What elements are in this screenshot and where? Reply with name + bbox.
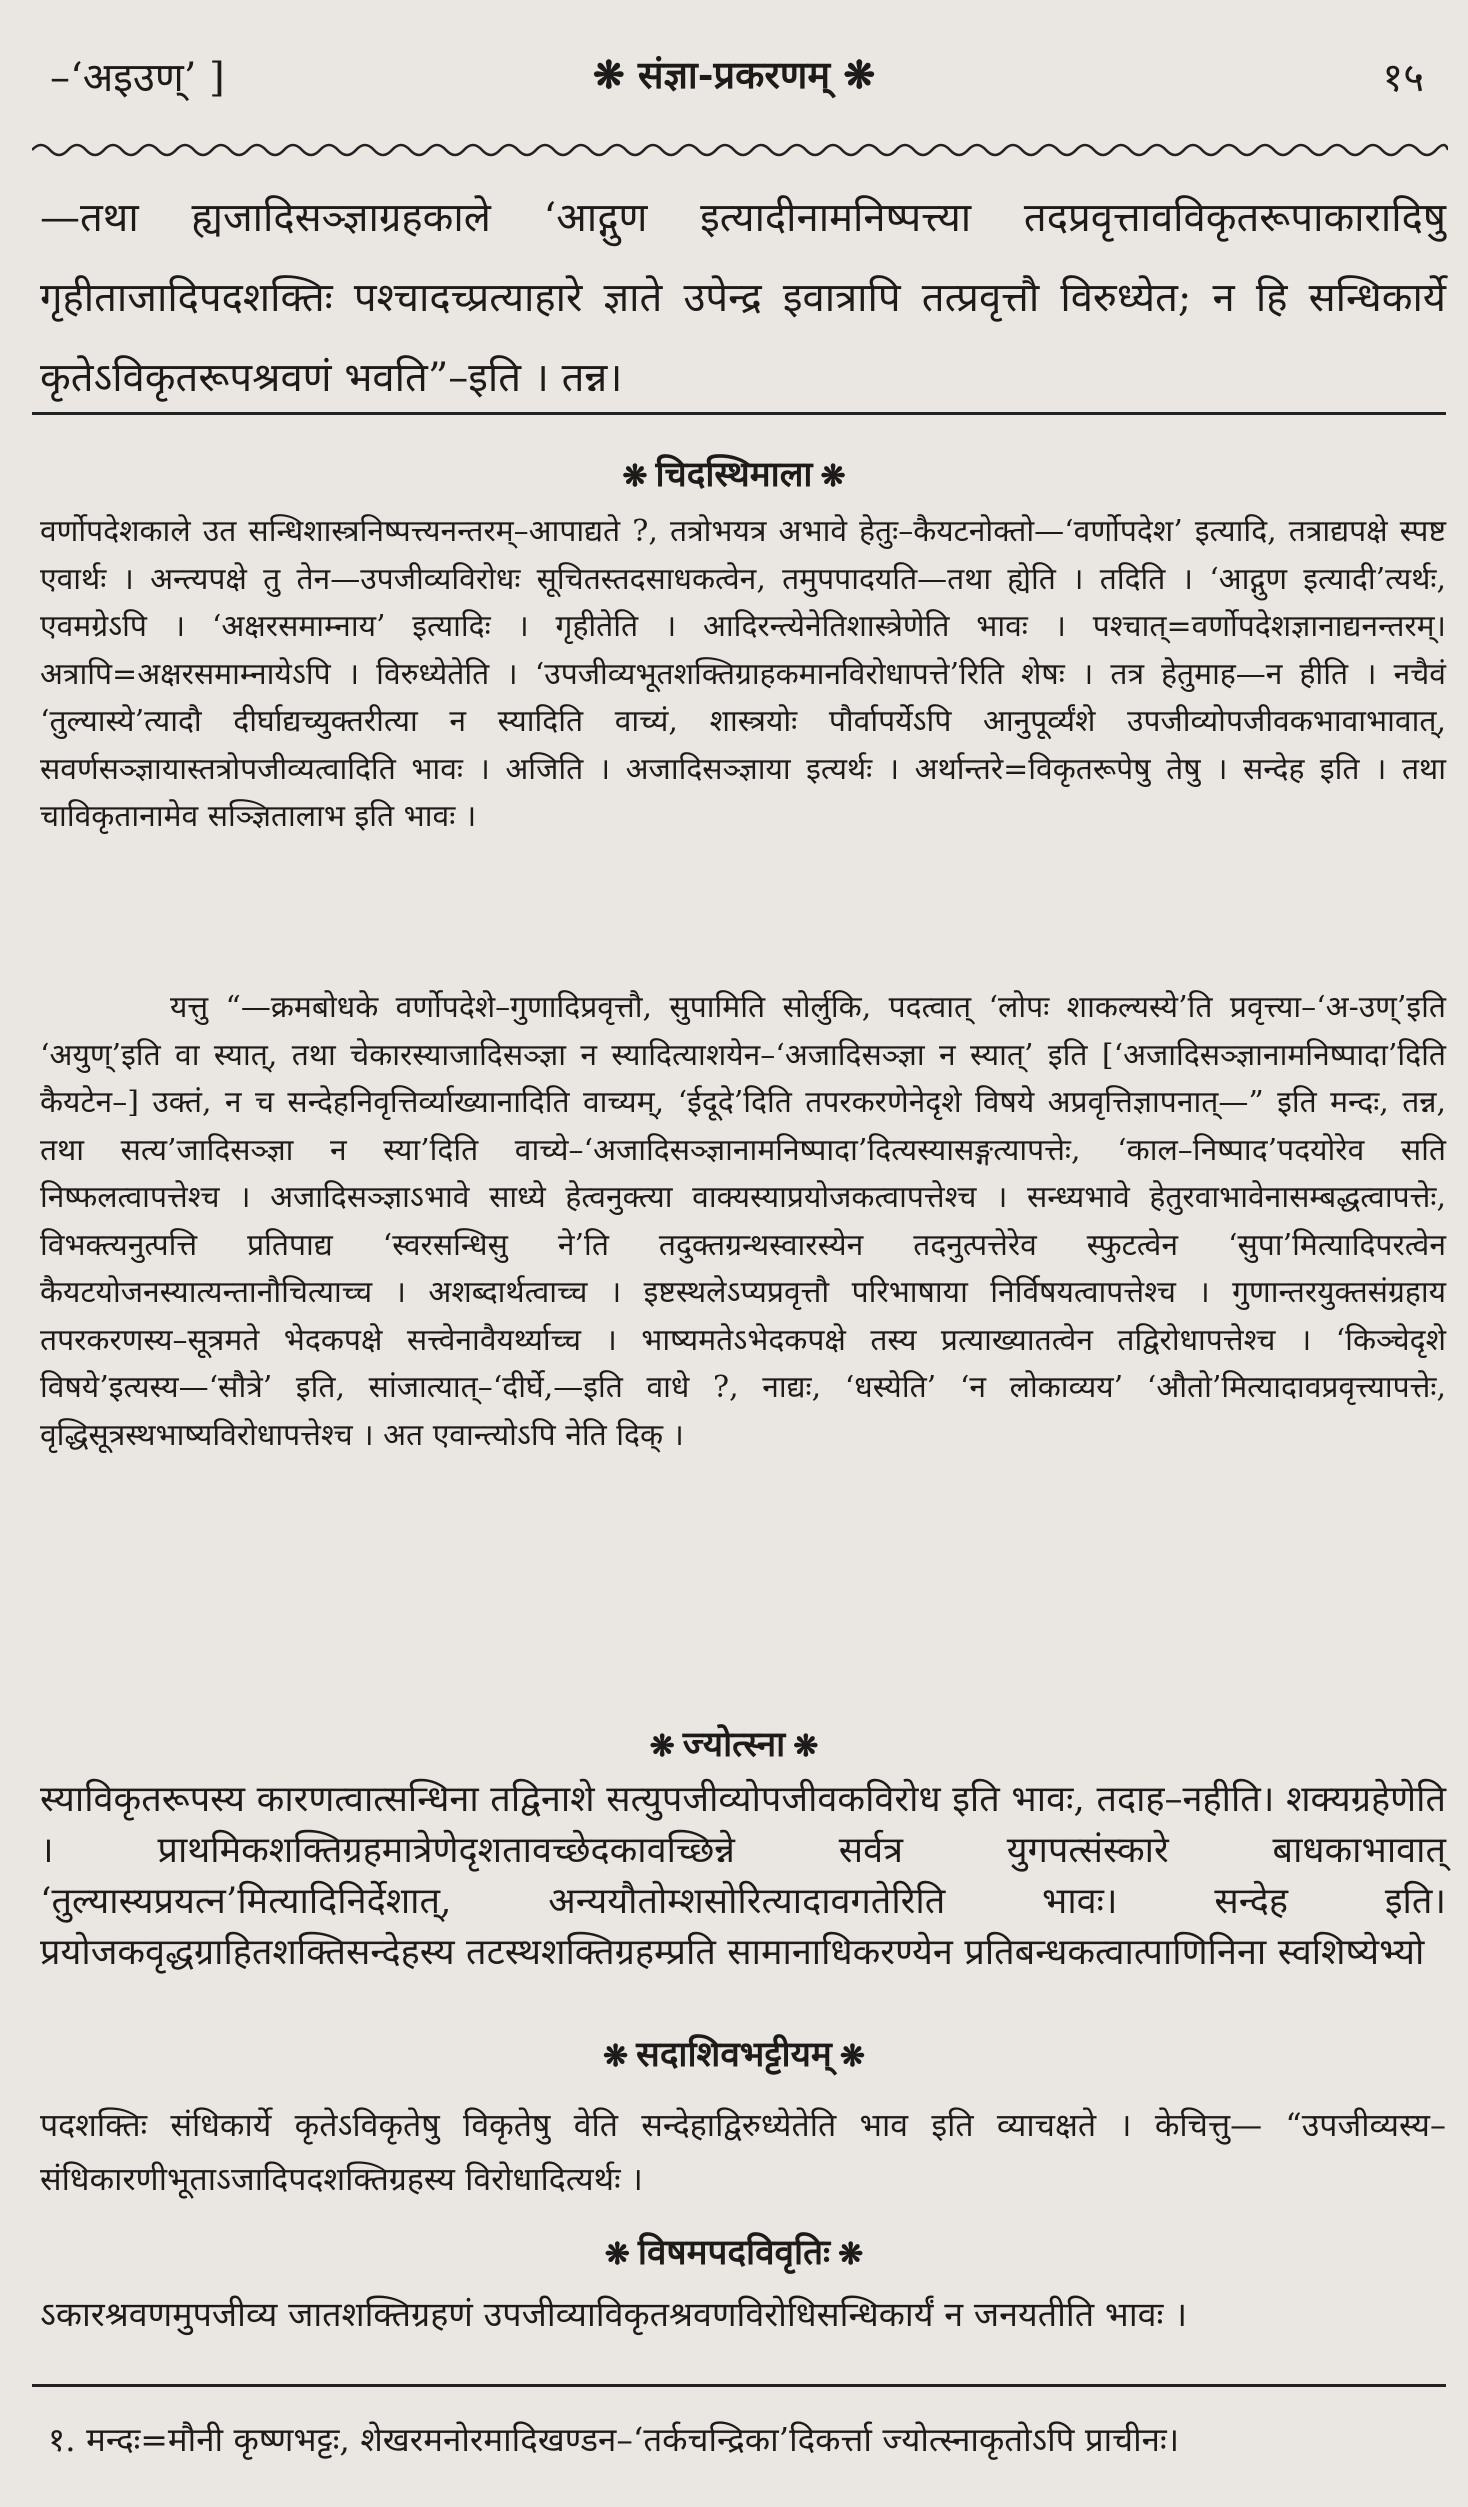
ornament-icon: ❋	[603, 2039, 629, 2074]
chidasthimala-text: वर्णोपदेशकाले उत सन्धिशास्त्रनिष्पत्त्यनन्तरम्–आपाद्यते ?, तत्रोभयत्र अभावे हेतुः–कैयटनोक्तो—‘वर्णोपदेश’ इत्यादि, तत्राद्यपक्षे स्पष्ट एवार्थः । अन्त्यपक्षे तु तेन—उपजीव्यविरोधः सूचितस्तदसाधकत्वेन, तमुपपादयति—तथा ह्येति । तदिति । ‘आद्गुण इत्यादी’त्यर्थः, एवमग्रेऽपि । ‘अक्षरसमाम्नाय’ इत्यादिः । गृहीतेति । आदिरन्त्येनेतिशास्त्रेणेति भावः । पश्चात्=वर्णोपदेशज्ञानाद्यनन्तरम्। अत्रापि=अक्षरसमाम्नायेऽपि । विरुध्येतेति । ‘उपजीव्यभूतशक्तिग्राहकमानविरोधापत्ते’रिति शेषः । तत्र हेतुमाह—न हीति । नचैवं ‘तुल्यास्ये’त्यादौ दीर्घाद्यच्युक्तरीत्या न स्यादिति वाच्यं, शास्त्रयोः पौर्वापर्येऽपि आनुपूर्व्यंशे उपजीव्योपजीवकभावाभावात्, सवर्णसञ्ज्ञायास्तत्रोपजीव्यत्वादिति भावः । अजिति । अजादिसञ्ज्ञाया इत्यर्थः । अर्थान्तरे=विकृतरूपेषु तेषु । सन्देह इति । तथा चाविकृतानामेव सञ्ज्ञितालाभ इति भावः ।	[40, 514, 1446, 834]
ornament-icon: ❋	[592, 52, 638, 97]
page-number: १५	[1382, 55, 1424, 101]
section-rule	[32, 412, 1446, 415]
heading-jyotsna: ज्योत्स्ना	[682, 1724, 786, 1765]
ornament-icon: ❋	[838, 2237, 864, 2272]
vishamapada-text: ऽकारश्रवणमुपजीव्य जातशक्तिग्रहणं उपजीव्याविकृतश्रवणविरोधिसन्धिकार्यं न जनयतीति भावः ।	[40, 2295, 1188, 2335]
chidasthimala-text-2: यत्तु “—क्रमबोधके वर्णोपदेशे–गुणादिप्रवृत्तौ, सुपामिति सोर्लुकि, पदत्वात् ‘लोपः शाकल्यस्ये’ति प्रवृत्त्या–‘अ-उण्’इति ‘अयुण्’इति वा स्यात्, तथा चेकारस्याजादिसञ्ज्ञा न स्यादित्याशयेन–‘अजादिसञ्ज्ञा न स्यात्’ इति [‘अजादिसञ्ज्ञानामनिष्पादा’दिति कैयटेन–] उक्तं, न च सन्देहनिवृत्तिर्व्याख्यानादिति वाच्यम्, ‘ईदूदे’दिति तपरकरणेनेदृशे विषये अप्रवृत्तिज्ञापनात्—” इति मन्दः, तन्न, तथा सत्य’जादिसञ्ज्ञा न स्या’दिति वाच्ये–‘अजादिसञ्ज्ञानामनिष्पादा’दित्यस्यासङ्गत्यापत्तेः, ‘काल–निष्पाद’पदयोरेव सति निष्फलत्वापत्तेश्च । अजादिसञ्ज्ञाऽभावे साध्ये हेत्वनुक्त्या वाक्यस्याप्रयोजकत्वापत्तेश्च । सन्ध्यभावे हेतुरवाभावेनासम्बद्धत्वापत्तेः, विभक्त्यनुत्पत्ति प्रतिपाद्य ‘स्वरसन्धिसु ने’ति तदुक्तग्रन्थस्वारस्येन तदनुत्पत्तेरेव स्फुटत्वेन ‘सुपा’मित्यादिपरत्वेन कैयटयोजनस्यात्यन्तानौचित्याच्च । अशब्दार्थत्वाच्च । इष्टस्थलेऽप्यप्रवृत्तौ परिभाषाया निर्विषयत्वापत्तेश्च । गुणान्तरयुक्तसंग्रहाय तपरकरणस्य–सूत्रमते भेदकपक्षे सत्त्वेनावैयर्थ्याच्च । भाष्यमतेऽभेदकपक्षे तस्य प्रत्याख्यातत्वेन तद्विरोधापत्तेश्च । ‘किञ्चेदृशे विषये’इत्यस्य—‘सौत्रे’ इति, सांजात्यात्–‘दीर्घे,—इति वाधे ?, नाद्यः, ‘धस्येति’ ‘न लोकाव्यय’ ‘औतो’मित्यादावप्रवृत्त्यापत्तेः, वृद्धिसूत्रस्थभाष्यविरोधापत्तेश्च । अत एवान्त्योऽपि नेति दिक् ।	[40, 990, 1446, 1453]
footnote-rule	[32, 2384, 1446, 2387]
ornament-icon: ❋	[820, 459, 846, 494]
sadashiva-text: पदशक्तिः संधिकार्ये कृतेऽविकृतेषु विकृतेषु वेति सन्देहाद्विरुध्येतेति भाव इति व्याचक्षते । केचित्तु— “उपजीव्यस्य–संधिकारणीभूताऽजादिपदशक्तिग्रहस्य विरोधादित्यर्थः ।	[40, 2106, 1446, 2198]
running-head	[32, 40, 1436, 100]
footnote: १. मन्दः=मौनी कृष्णभट्टः, शेखरमनोरमादिखण्डन–‘तर्कचन्द्रिका’दिकर्त्ता ज्योत्स्नाकृतोऽपि प्राचीनः।	[48, 2420, 1180, 2459]
ornament-icon: ❋	[622, 459, 648, 494]
wavy-divider	[32, 138, 1448, 162]
ornament-icon: ❋	[830, 52, 876, 97]
running-head-left: –‘अइउण्’ ]	[50, 55, 225, 101]
running-head-title: संज्ञा-प्रकरणम्	[637, 52, 831, 97]
heading-sadashiva: सदाशिवभट्टीयम्	[636, 2034, 832, 2075]
mula-text: —तथा ह्यजादिसञ्ज्ञाग्रहकाले ‘आद्गुण इत्यादीनामनिष्पत्त्या तदप्रवृत्तावविकृतरूपाकारादिषु गृहीताजादिपदशक्तिः पश्चादच्प्रत्याहारे ज्ञाते उपेन्द्र इवात्रापि तत्प्रवृत्तौ विरुध्येत; न हि सन्धिकार्ये कृतेऽविकृतरूपश्रवणं भवति”–इति । तन्न।	[40, 195, 1446, 401]
heading-chidasthimala: चिदस्थिमाला	[655, 454, 813, 495]
heading-vishamapada: विषमपदविवृतिः	[637, 2232, 831, 2273]
ornament-icon: ❋	[839, 2039, 865, 2074]
jyotsna-text: स्याविकृतरूपस्य कारणत्वात्सन्धिना तद्विनाशे सत्युपजीव्योपजीवकविरोध इति भावः, तदाह–नहीति। शक्यग्रहेणेति । प्राथमिकशक्तिग्रहमात्रेणेदृशतावच्छेदकावच्छिन्ने सर्वत्र युगपत्संस्कारे बाधकाभावात् ‘तुल्यास्यप्रयत्न’मित्यादिनिर्देशात्, अन्ययौतोम्शसोरित्यादावगतेरिति भावः। सन्देह इति। प्रयोजकवृद्धग्राहितशक्तिसन्देहस्य तटस्थशक्तिग्रहम्प्रति सामानाधिकरण्येन प्रतिबन्धकत्वात्पाणिनिना स्वशिष्येभ्यो	[40, 1779, 1446, 1973]
ornament-icon: ❋	[793, 1729, 819, 1764]
ornament-icon: ❋	[604, 2237, 630, 2272]
ornament-icon: ❋	[649, 1729, 675, 1764]
